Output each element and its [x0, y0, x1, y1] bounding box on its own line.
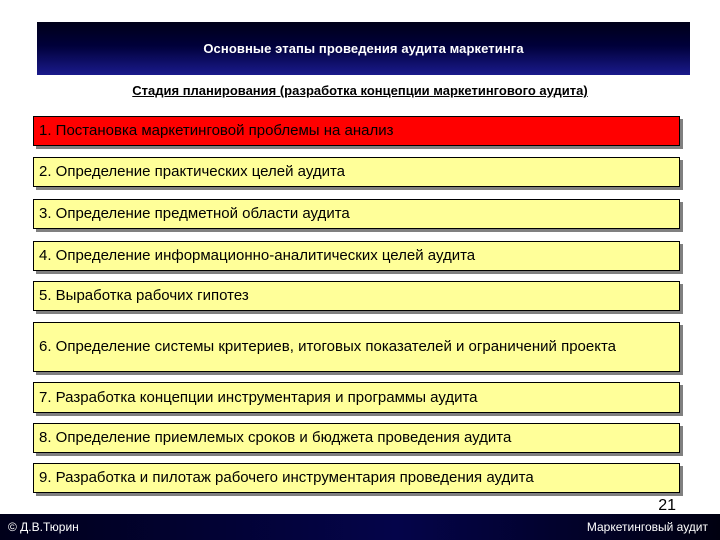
stage-title: Стадия планирования (разработка концепции маркетингового аудита): [132, 83, 588, 98]
step-5-box: [33, 281, 680, 311]
slide-title-band: [37, 22, 690, 75]
step-1-label: 1. Постановка маркетинговой проблемы на анализ: [39, 122, 394, 139]
footer-author: © Д.В.Тюрин: [8, 520, 79, 534]
page-number: 21: [658, 497, 676, 514]
step-8-box: [33, 423, 680, 453]
step-2-box: [33, 157, 680, 187]
step-4-box: [33, 241, 680, 271]
step-8-label: 8. Определение приемлемых сроков и бюджета проведения аудита: [39, 429, 512, 446]
footer-bar: [0, 514, 720, 540]
step-6-label: 6. Определение системы критериев, итоговых показателей и ограничений проекта: [39, 338, 616, 355]
step-9-box: [33, 463, 680, 493]
step-2-label: 2. Определение практических целей аудита: [39, 163, 345, 180]
step-4-label: 4. Определение информационно-аналитических целей аудита: [39, 247, 476, 264]
step-3-label: 3. Определение предметной области аудита: [39, 205, 350, 222]
slide-title: Основные этапы проведения аудита маркетинга: [203, 41, 524, 56]
step-7-label: 7. Разработка концепции инструментария и программы аудита: [39, 388, 478, 406]
step-7-box: [33, 382, 680, 413]
step-3-box: [33, 199, 680, 229]
step-5-label: 5. Выработка рабочих гипотез: [39, 287, 249, 304]
step-6-box: [33, 322, 680, 372]
step-9-label: 9. Разработка и пилотаж рабочего инструментария проведения аудита: [39, 469, 534, 486]
footer-course-name: Маркетинговый аудит: [586, 520, 708, 534]
step-1-box: [33, 116, 680, 146]
